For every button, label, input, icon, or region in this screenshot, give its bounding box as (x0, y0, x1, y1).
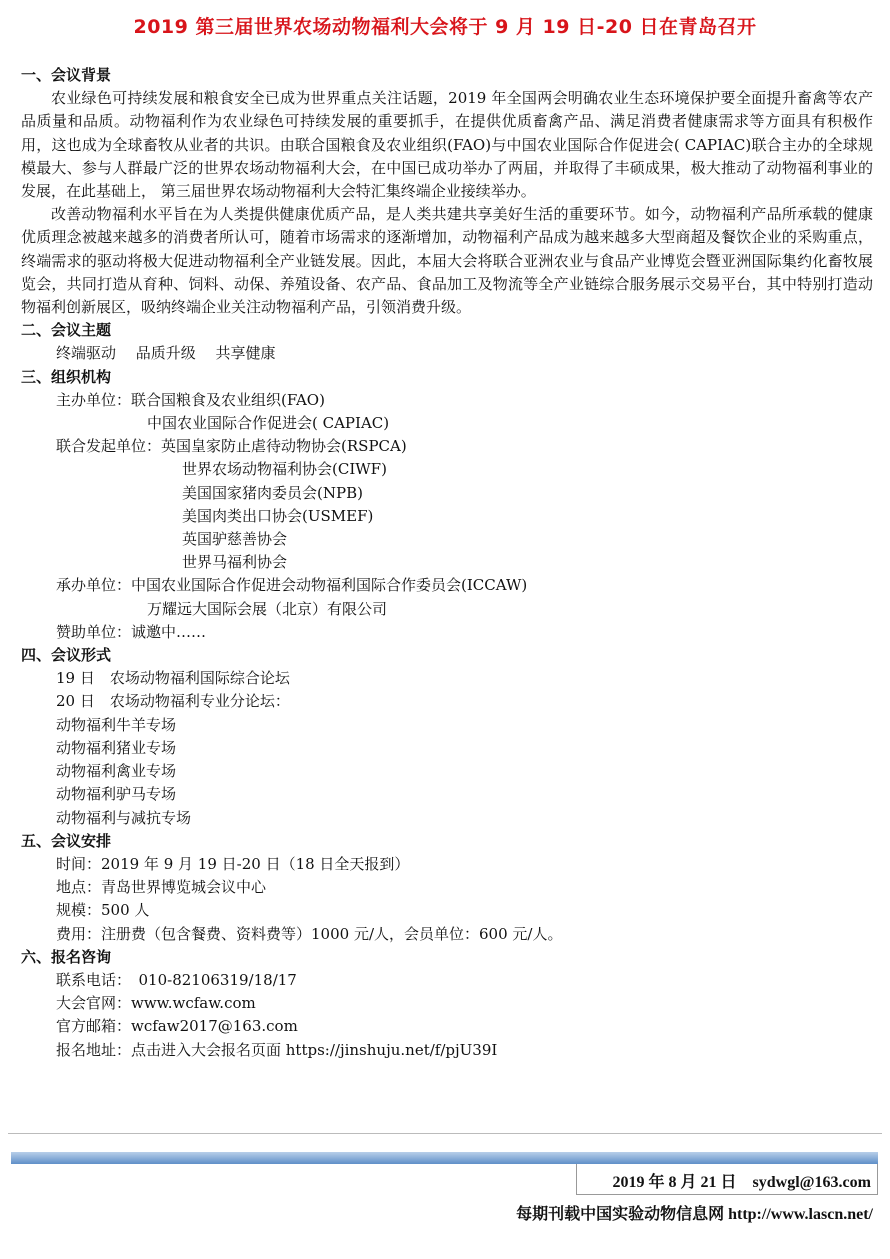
format-item: 动物福利猪业专场 (56, 738, 177, 757)
theme-text: 终端驱动 品质升级 共享健康 (56, 344, 276, 363)
footer-blue-bar (11, 1152, 878, 1164)
arrangement-fee: 费用：注册费（包含餐费、资料费等）1000 元/人，会员单位：600 元/人。 (56, 924, 563, 943)
co-org-6: 世界马福利协会 (182, 553, 288, 572)
co-org-1: 英国皇家防止虐待动物协会(RSPCA) (161, 437, 407, 456)
organizer-line-1 (21, 574, 873, 597)
section-heading-background: 一、会议背景 (21, 66, 112, 84)
co-org-2: 世界农场动物福利协会(CIWF) (182, 460, 387, 479)
co-line-1 (21, 435, 873, 458)
section-heading-arrangement: 五、会议安排 (21, 831, 112, 850)
article-body (21, 64, 873, 1062)
divider-line (8, 1133, 882, 1134)
arrangement-place: 地点：青岛世界博览城会议中心 (56, 878, 267, 897)
section-heading-contact: 六、报名咨询 (21, 947, 112, 966)
footer-date-email: 2019 年 8 月 21 日 sydwgl@163.com (612, 1174, 871, 1191)
section-heading-theme: 二、会议主题 (21, 321, 112, 340)
co-org-3: 美国国家猪肉委员会(NPB) (182, 483, 363, 502)
format-item: 19 日 农场动物福利国际综合论坛 (56, 669, 290, 688)
contact-register-link[interactable]: 报名地址：点击进入大会报名页面 https://jinshuju.net/f/pjU39I (56, 1040, 498, 1059)
organizer-org-1: 中国农业国际合作促进会动物福利国际合作委员会(ICCAW) (131, 576, 528, 595)
sponsor-line: 赞助单位：诚邀中…… (56, 622, 207, 641)
arrangement-scale: 规模：500 人 (56, 901, 150, 920)
co-org-5: 英国驴慈善协会 (182, 530, 288, 549)
co-label: 联合发起单位： (56, 437, 162, 456)
host-label: 主办单位： (56, 390, 132, 409)
page-title: 2019 第三届世界农场动物福利大会将于 9 月 19 日-20 日在青岛召开 (133, 16, 757, 38)
background-paragraph-2: 改善动物福利水平旨在为人类提供健康优质产品，是人类共建共享美好生活的重要环节。如今，动物福利产品所承载的健康优质理念被越来越多的消费者所认可，随着市场需求的逐渐增加，动物福利产品成为越来越多大型商超及餐饮企业的采购重点，终端需求的驱动将极大促进动物福利全产业链发展。因此，本届大会将联合亚洲农业与食品产业博览会暨亚洲国际集约化畜牧展览会，共同打造从育种、饲料、动保、养殖设备、农产品、食品加工及物流等全产业链综合服务展示交易平台，其中特别打造动物福利创新展区，吸纳终端企业关注动物福利产品，引领消费升级。 (21, 205, 873, 317)
contact-website[interactable]: 大会官网：www.wcfaw.com (56, 994, 256, 1013)
format-item: 动物福利牛羊专场 (56, 715, 177, 734)
contact-email[interactable]: 官方邮箱：wcfaw2017@163.com (56, 1017, 298, 1036)
arrangement-time: 时间：2019 年 9 月 19 日-20 日（18 日全天报到） (56, 854, 410, 873)
format-item: 动物福利禽业专场 (56, 762, 177, 781)
host-org-2: 中国农业国际合作促进会( CAPIAC) (147, 414, 390, 433)
footer-publisher: 每期刊载中国实验动物信息网 http://www.lascn.net/ (516, 1206, 873, 1223)
format-item: 动物福利驴马专场 (56, 785, 177, 804)
contact-phone: 联系电话： 010-82106319/18/17 (56, 970, 297, 989)
format-item: 动物福利与减抗专场 (56, 808, 192, 827)
background-paragraph-1: 农业绿色可持续发展和粮食安全已成为世界重点关注话题，2019 年全国两会明确农业生态环境保护要全面提升畜禽等农产品质量和品质。动物福利作为农业绿色可持续发展的重要抓手，在提供优质畜禽产品、满足消费者健康需求等方面具有积极作用，这也成为全球畜牧从业者的共识。由联合国粮食及农业组织(FAO)与中国农业国际合作促进会( CAPIAC)联合主办的全球规模最大、参与人群最广泛的世界农场动物福利大会，在中国已成功举办了两届，并取得了丰硕成果，极大推动了动物福利事业的发展，在此基础上， 第三届世界农场动物福利大会特汇集终端企业接续举办。 (21, 89, 873, 201)
section-heading-format: 四、会议形式 (21, 646, 112, 665)
organizer-label: 承办单位： (56, 576, 132, 595)
organizer-org-2: 万耀远大国际会展（北京）有限公司 (147, 599, 388, 618)
host-line-1 (21, 389, 873, 412)
section-heading-organization: 三、组织机构 (21, 367, 112, 386)
format-item: 20 日 农场动物福利专业分论坛： (56, 692, 290, 711)
host-org-1: 联合国粮食及农业组织(FAO) (131, 390, 325, 409)
co-org-4: 美国肉类出口协会(USMEF) (182, 506, 374, 525)
